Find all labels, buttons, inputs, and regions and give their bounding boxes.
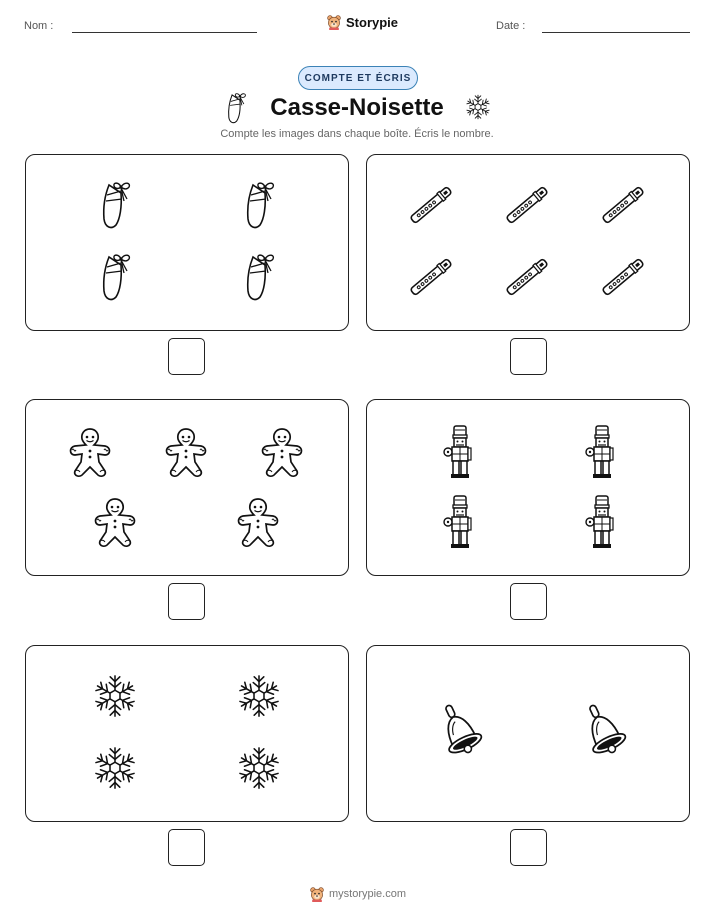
ballet-slipper-icon <box>222 91 250 125</box>
gingerbread-man-icon <box>233 496 283 548</box>
bell-icon <box>573 699 635 765</box>
snowflake-icon <box>235 744 283 792</box>
snowflake-icon <box>91 672 139 720</box>
count-panel-gingerbread <box>25 399 349 576</box>
flute-icon <box>597 251 649 303</box>
count-panel-slippers <box>25 154 349 331</box>
bear-logo-icon <box>309 886 325 902</box>
ballet-slipper-icon <box>95 179 135 231</box>
answer-box-bells[interactable] <box>510 829 547 866</box>
ballet-slipper-icon <box>239 251 279 303</box>
answer-box-slippers[interactable] <box>168 338 205 375</box>
ballet-slipper-icon <box>239 179 279 231</box>
instructions: Compte les images dans chaque boîte. Écris le nombre. <box>220 128 494 140</box>
flute-icon <box>405 251 457 303</box>
flute-icon <box>501 179 553 231</box>
nutcracker-icon <box>440 494 480 550</box>
count-panel-nutcrackers <box>366 399 690 576</box>
snowflake-icon <box>235 672 283 720</box>
count-panel-snowflakes <box>25 645 349 822</box>
answer-box-snowflakes[interactable] <box>168 829 205 866</box>
snowflake-icon <box>464 93 492 121</box>
answer-box-gingerbread[interactable] <box>168 583 205 620</box>
activity-badge <box>298 66 418 90</box>
flute-icon <box>501 251 553 303</box>
date-label: Date : <box>496 20 526 32</box>
nutcracker-icon <box>440 424 480 480</box>
answer-box-nutcrackers[interactable] <box>510 583 547 620</box>
page-title: Casse-Noisette <box>270 94 444 121</box>
count-panel-bells <box>366 645 690 822</box>
brand-logo <box>326 14 398 30</box>
bear-logo-icon <box>326 14 342 30</box>
ballet-slipper-icon <box>95 251 135 303</box>
bell-icon <box>429 699 491 765</box>
footer <box>309 886 406 902</box>
gingerbread-man-icon <box>65 426 115 478</box>
answer-box-flutes[interactable] <box>510 338 547 375</box>
name-field[interactable] <box>72 32 257 33</box>
flute-icon <box>597 179 649 231</box>
gingerbread-man-icon <box>90 496 140 548</box>
snowflake-icon <box>91 744 139 792</box>
activity-badge-label: COMPTE ET ÉCRIS <box>304 72 412 84</box>
gingerbread-man-icon <box>161 426 211 478</box>
name-label: Nom : <box>24 20 54 32</box>
count-panel-flutes <box>366 154 690 331</box>
nutcracker-icon <box>582 424 622 480</box>
footer-site[interactable]: mystorypie.com <box>329 888 407 900</box>
date-field[interactable] <box>542 32 690 33</box>
nutcracker-icon <box>582 494 622 550</box>
gingerbread-man-icon <box>257 426 307 478</box>
flute-icon <box>405 179 457 231</box>
brand-name: Storypie <box>346 14 399 30</box>
